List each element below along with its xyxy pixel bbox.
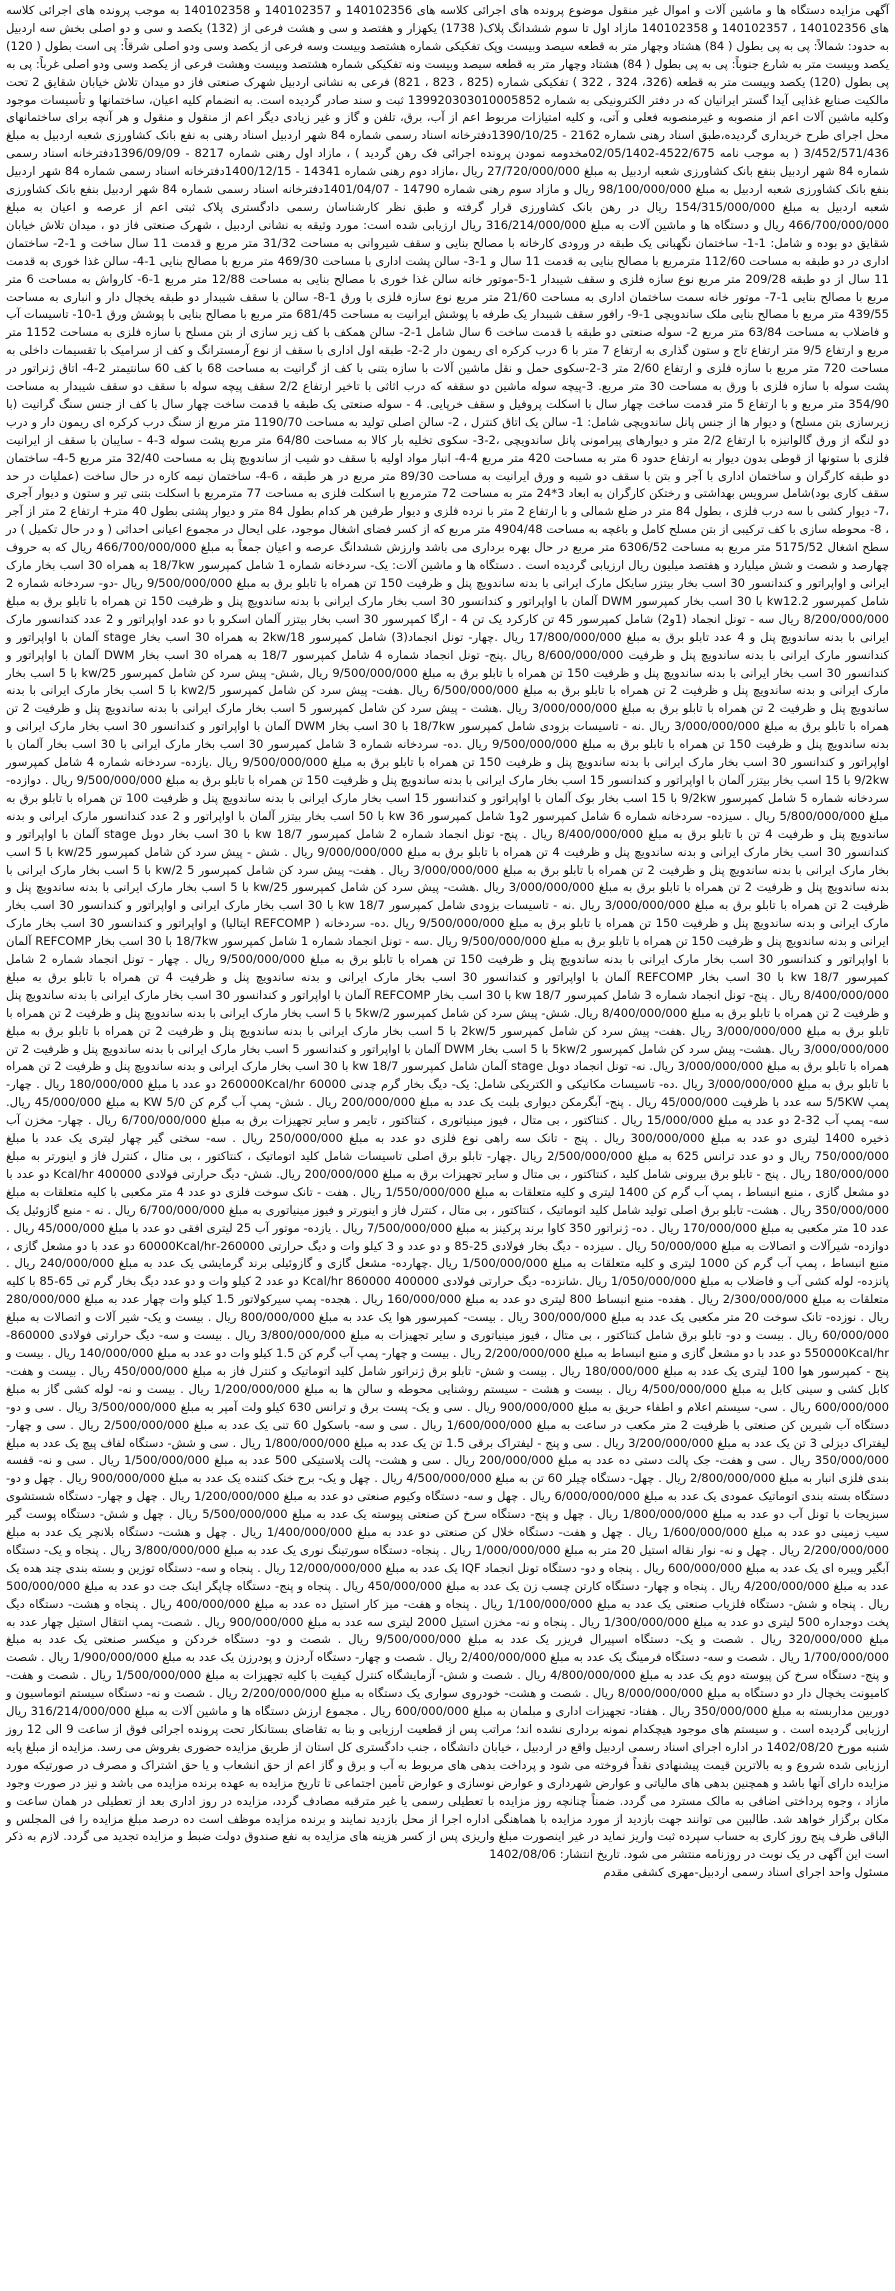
auction-notice-text: آگهی مزایده دستگاه ها و ماشین آلات و اموال غیر منقول موضوع پرونده های اجرائی کلاسه های 140102356 و 140102357 و 140102358 به موجب پرونده های اجرائی کلاسه های 140102356 ، 140102357 و 140102358 مازاد اول تا سوم ششدانگ پلاک( 1738) یکهزار و هفتصد و سی و هشت فرعی از (132) یکصد و سی و دو اصلی بخش سه اردبیل به حدود: شمالاً: پی به پی بطول ( 84) هشتاد وچهار متر به قطعه سیصد وبیست وپک تفکیکی شماره هشتصد وبیست وسه فرعی از یکصد وسی ودو اصلی شرقاً: پی است بطول ( 120) یکصد وبیست متر به شارع جنوباً: پی به پی بطول ( 84) هشتاد وچهار متر به قطعه سیصد وبیست ونه تفکیکی شماره هشتصد وبیست وهشت فرعی از یکصد وسی ودو اصلی غرباً: پی به پی بطول (120) یکصد وبیست متر به قطعه (326، 324 ، 322 ) تفکیکی شماره (825 ، 823 ، 821) فرعی به نشانی اردبیل شهرک صنعتی فاز دو میدان تلاش خیابان شقایق 2 تحت مالکیت صنایع غذایی آیدا گستر ایرانیان که در دفتر الکترونیکی به شماره 13992030301000585​2 ثبت و سند صادر گردیده است. به انضمام کلیه اعیان، ساختمانها و تأسیسات موجود وکلیه ماشین آلات اعم از منصوبه و غیرمنصوبه فعلی و آتی، و کلیه امتیازات مربوط اعم از آب، برق، تلفن و گاز و غیر زیادی دیگر اعم از منقول و منقول و هر آنچه برای ساختمانهای محل اجرای طرح خریداری گردیده،طبق اسناد رهنی شماره 2162 - 1390/10/25دفترخانه اسناد رسمی شماره 84 شهر اردبیل اسناد رهنی به نفع بانک کشاورزی شعبه اردبیل به مبلغ 3/452/571/436 ( به موجب نامه 4522/675-02/05/1402مخدومه نمودن پرونده اجرائی فک رهن گردید ) ، مازاد اول رهنی شماره 8217 - 1396/09/09دفترخانه اسناد رسمی شماره 84 شهر اردبیل بنفع بانک کشاورزی شعبه اردبیل به مبلغ 27/720/000/000 ریال ،مازاد دوم رهنی شماره 14341 - 1400/12/15دفترخانه اسناد رسمی شماره 84 شهر اردبیل بنفع بانک کشاورزی شعبه اردبیل به مبلغ 98/100/000/000 ریال و مازاد سوم رهنی شماره 14790 - 1401/04/07دفترخانه اسناد رسمی شماره 84 شهر اردبیل بنفع بانک کشاورزی شعبه اردبیل به مبلغ 154/315/000/000 ریال در رهن بانک کشاورزی قرار گرفته و طبق نظر کارشناسان رسمی دادگستری پلاک ثبتی اعم از عرصه و اعیان به مبلغ 466/700/000/000 ریال و دستگاه ها و ماشین آلات به مبلغ 316/214/000/000 ریال ارزیابی شده است: مورد وثیقه به نشانی اردبیل ، شهرک صنعتی فاز دو ، میدان تلاش خیابان شقایق دو بوده و شامل: 1-1- ساختمان نگهبانی یک طبقه در ورودی کارخانه با مصالح بنایی و سقف شیروانی به مساحت 31/32 متر مربع و قدمت 11 سال ساخت و 1-2- ساختمان اداری در دو طبقه به مساحت 112/60 مترمربع با مصالح بنایی به قدمت 11 سال و 1-3- سالن پشت اداری با مساحت 469/30 متر مربع با مصالح بنایی 1-4- سالن غذا خوری به قدمت 11 سال از دو طبقه 209/28 متر مربع نوع سازه فلزی و سقف شیبدار 1-5-موتور خانه سالن غذا خوری با مصالح بنایی به مساحت 12/88 متر مربع 1-6- کارواش به مساحت 6 متر مربع با مصالح بنایی 1-7- موتور خانه سمت ساختمان اداری به مساحت 21/60 متر مربع نوع سازه فلزی با ورق 1-8- سالن با سقف شیبدار دو طبقه یخچال دار و انباری به مساحت 439/55 متر مربع با مصالح بنایی ملک ساندویچی 1-9- رافور سقف شیبدار یک طرفه با پوشش ایرانیت به مساحت 681/45 متر مربع با مصالح بنایی با پوشش ورق 1-10- تاسیسات آب و فاضلاب به مساحت 63/84 متر مربع 2- سوله صنعتی دو طبقه با قدمت ساخت 6 سال شامل 1-2- سالن همکف با کف زیر سازی از بتن مسلح با سازه فلزی به مساحت 1152 متر مربع و ارتفاع 9/5 متر ارتفاع تاج و ستون گذاری به ارتفاع 7 متر با 6 درب کرکره ای ریمون دار 2-2- طبقه اول اداری با سقف از نوع آرمسترانگ و کف از سرامیک با تقسیمات داخلی به مساحت 720 متر مربع با سازه فلزی و ارتفاع 2/60 متر 3-2-سکوی حمل و نقل ماشین آلات با سازه بتنی با کف از گرانیت به مساحت 68 با کف 60 سانتیمتر 2-4- اتاق ژنراتور در پشت سوله با سازه فلزی با ورق به مساحت 30 متر مربع. 3-پیچه سوله ماشین دو سقفه که درب اثاثی با تاخیر ارتفاع 2/2 سقف پیچه سوله با سقف دو سقف شیبدار به مساحت 354/90 متر مربع و با ارتفاع 5 متر قدمت ساخت چهار سال با اسکلت پروفیل و سقف خرپایی. 4 - سوله صنعتی یک طبقه با قدمت ساخت چهار سال با کف از جنس سنگ گرانیت (با زیرسازی بتن مسلح) و دیوار ها از جنس پانل ساندویچی شامل: 1- سالن یک اتاق کنترل ، 2- سالن اصلی تولید به مساحت 1190/70 متر مربع از سنگ درب کرکره ای ریمون دار و درب دو لنگه از ورق گالوانیزه با ارتفاع 2/2 متر و دیوارهای پیرامونی پانل ساندویچی ،2-3- سکوی تخلیه بار کالا به مساحت 64/80 متر مربع پشت سوله 3-4 - سایبان با سقف از ایرانیت فلزی با ستونها از قوطی بدون دیوار به ارتفاع حدود 6 متر به مساحت 420 متر مربع 4-4- انبار مواد اولیه با سقف دو شیب از ساندویچ پنل به مساحت 32/40 متر مربع 5-4- ساختمان دو طبقه کارگران و ساختمان اداری با آجر و بتن با سقف دو شیبه و ورق ایرانیت به مساحت 89/30 متر مربع در هر طبقه ، 6-4- ساختمان نیمه کاره در حال ساخت (عملیات در حد سقف کاری بود)شامل سرویس بهداشتی و رختکن کارگران به ابعاد 3*24 متر به مساحت 72 مترمربع با اسکلت فلزی به مساحت 77 مترمربع با اسکلت بتنی تیر و ستون و دیوار آجری ،7- دیوار کشی با سه درب فلزی ، بطول 84 متر در ضلع شمالی و با ارتفاع 2 متر با نرده فلزی و دیوار طرفین هر کدام بطول 84 متر و دیوار پشتی بطول 40 متر+ ارتفاع 2 متر از آجر ، 8- محوطه سازی با کف ترکیبی از بتن مسلح کامل و باغچه به مساحت 4904/48 متر مربع که از کسر فضای اشغال موجود، علی ایحال در مجموع اعیانی احداثی ( و در حال تکمیل ) در سطح اشغال 5175/52 متر مربع به مساحت 6306/52 متر مربع در حال بهره برداری می باشد وارزش ششدانگ عرصه و اعیان جمعاً به مبلغ 466/700/000/000 ریال که به حروف چهارصد و شصت و شش میلیارد و هفتصد میلیون ریال ارزیابی گردیده است . دستگاه ها و ماشین آلات: یک- سردخانه شماره 1 شامل کمپرسور 18/7kw به همراه 30 اسب بخار مارک ایرانی و اواپراتور و کندانسور 30 اسب بخار بیتزر سایکل مارک ایرانی با بدنه ساندویچ پنل و ظرفیت 150 تن همراه با تابلو برق به مبلغ 9/500/000/000 ریال -دو- سردخانه شماره 2 شامل کمپرسور kw12.2 با 30 اسب بخار کمپرسور DWM آلمان با اواپراتور و کندانسور 30 اسب بخار مارک ایرانی با بدنه ساندویچ پنل و ظرفیت 150 تن همراه با تابلو برق به مبلغ 8/200/000/000 ریال سه - تونل انجماد (1و2) شامل کمپرسور 45 تن کارکرد یک تن 4 - ارگا کمپرسور 30 اسب بخار بیتزر آلمان اسکرو با دو عدد اواپراتور و 2 عدد کندانسور مارک ایرانی با بدنه ساندویچ پنل و 4 عدد تابلو برق به مبلغ 17/800/000/000 ریال .چهار- تونل انجماد(3) شامل کمپرسور 2kw/18 به همراه 30 اسب بخار stage آلمان با اواپراتور و کندانسور مارک ایرانی با بدنه ساندویچ پنل و ظرفیت 8/600/000/000 ریال .پنج- تونل انجماد شماره 4 شامل کمپرسور 18/7 به همراه 30 اسب بخار DWM آلمان با اواپراتور و کندانسور 30 اسب بخار ایرانی با بدنه ساندویچ پنل و ظرفیت 150 تن همراه با تابلو برق به مبلغ 9/500/000/000 ریال ,شش- پیش سرد کن شامل کمپرسور kw/25 با 5 اسب بخار مارک ایرانی و بدنه ساندویچ پنل و ظرفیت 2 تن همراه با تابلو برق به مبلغ 6/500/000/000 ریال .هفت- پیش سرد کن شامل کمپرسور kw2/5 با 5 اسب بخار مارک ایرانی با بدنه ساندویچ پنل و ظرفیت 2 تن همراه با تابلو برق به مبلغ 3/000/000/000 ریال .هشت - پیش سرد کن شامل کمپرسور 5 اسب بخار مارک ایرانی با بدنه ساندویچ پنل و ظرفیت 2 تن همراه با تابلو برق به مبلغ 3/000/000/000 ریال .نه - تاسیسات بزودی شامل کمپرسور 18/7kw با 30 اسب بخار DWM آلمان با اواپراتور و کندانسور 30 اسب بخار مارک ایرانی و بدنه ساندویچ پنل و ظرفیت 150 تن همراه با تابلو برق به مبلغ 9/500/000/000 ریال .ده- سردخانه شماره 3 شامل کمپرسور 30 اسب بخار مارک ایرانی با 30 اسب بخار آلمان با اواپراتور و کندانسور 30 اسب بخار مارک ایرانی با بدنه ساندویچ پنل و ظرفیت 150 تن همراه با تابلو برق به مبلغ 9/500/000/000 ریال .یازده- سردخانه شماره 4 شامل کمپرسور 9/2kw با 15 اسب بخار بیتزر آلمان با اواپراتور و کندانسور 15 اسب بخار مارک ایرانی با بدنه ساندویچ پنل و ظرفیت 150 تن همراه با تابلو برق به مبلغ 9/500/000/000 ریال . دوازده- سردخانه شماره 5 شامل کمپرسور 9/2kw با 15 اسب بخار بوک آلمان با اواپراتور و کندانسور 15 اسب بخار مارک ایرانی با بدنه ساندویچ پنل و ظرفیت 100 تن همراه با تابلو برق به مبلغ 5/800/000/000 ریال . سیزده- سردخانه شماره 6 شامل کمپرسور 2و1 شامل کمپرسور 36 kw با 50 اسب بخار بیتزر آلمان با اواپراتور و 2 عدد کندانسور مارک ایرانی و بدنه ساندویچ پنل و ظرفیت 4 تن با تابلو برق به مبلغ 8/400/000/000 ریال . پنج- تونل انجماد شماره 2 شامل کمپرسور 18/7 kw با 30 اسب بخار دوبل stage آلمان با اواپراتور و کندانسور 30 اسب بخار مارک ایرانی و بدنه ساندویچ پنل و ظرفیت 4 تن همراه با تابلو برق به مبلغ 9/000/000/000 ریال . شش - پیش سرد کن شامل کمپرسور kw/25 با 5 اسب بخار مارک ایرانی با بدنه ساندویچ پنل و ظرفیت 2 تن همراه با تابلو برق به مبلغ 3/000/000/000 ریال . هفت- پیش سرد کن شامل کمپرسور 5 kw/2 با 5 اسب بخار مارک ایرانی با بدنه ساندویچ پنل و ظرفیت 2 تن همراه با تابلو برق به مبلغ 3/000/000/000 ریال .هشت- پیش سرد کن شامل کمپرسور kw/25 با 5 اسب بخار مارک ایرانی با بدنه ساندویچ پنل و ظرفیت 2 تن همراه با تابلو برق به مبلغ 3/000/000/000 ریال .نه - تاسیسات بزودی شامل کمپرسور 18/7 kw با 30 اسب بخار مارک ایرانی و اواپراتور و کندانسور 30 اسب بخار مارک ایرانی و بدنه ساندویچ پنل و ظرفیت 150 تن همراه با تابلو برق به مبلغ 9/500/000/000 ریال .ده- سردخانه ( REFCOMP ایتالیا) و اواپراتور و کندانسور 30 اسب بخار مارک ایرانی و بدنه ساندویچ پنل و ظرفیت 150 تن همراه با تابلو برق به مبلغ 9/500/000/000 ریال .سه - تونل انجماد شماره 1 شامل کمپرسور 18/7kw با 30 اسب بخار REFCOMP آلمان با اواپراتور و کندانسور 30 اسب بخار مارک ایرانی با بدنه ساندویچ پنل و ظرفیت 150 تن همراه با تابلو برق به مبلغ 9/500/000/000 ریال . چهار - تونل انجماد شماره 2 شامل کمپرسور 18/7 kw با 30 اسب بخار REFCOMP آلمان با اواپراتور و کندانسور 30 اسب بخار مارک ایرانی و بدنه ساندویچ پنل و ظرفیت 4 تن همراه با تابلو برق به مبلغ 8/400/000/000 ریال . پنج- تونل انجماد شماره 3 شامل کمپرسور 18/7 kw با 30 اسب بخار REFCOMP آلمان با اواپراتور و کندانسور 30 اسب بخار مارک ایرانی با بدنه ساندویچ پنل و ظرفیت 2 تن همراه با تابلو برق به مبلغ 8/400/000/000 ریال. شش- پیش سرد کن شامل کمپرسور 5kw/2 با 5 اسب بخار مارک ایرانی با بدنه ساندویچ پنل و ظرفیت 2 تن همراه با تابلو برق به مبلغ 3/000/000/000 ریال .هفت- پیش سرد کن شامل کمپرسور 2kw/5 با 5 اسب بخار مارک ایرانی با بدنه ساندویچ پنل و ظرفیت 2 تن همراه با تابلو برق به مبلغ 3/000/000/000 ریال .هشت- پیش سرد کن شامل کمپرسور 5kw/2 با 5 اسب بخار DWM آلمان با اواپراتور و کندانسور 5 اسب بخار مارک ایرانی با بدنه ساندویچ پنل و ظرفیت 2 تن همراه با تابلو برق به مبلغ 3/000/000/000 ریال. نه- تونل انجماد دوبل stage آلمان شامل کمپرسور 18/7 kw با 30 اسب بخار مارک ایرانی و بدنه ساندویچ پنل و ظرفیت 2 تن همراه با تابلو برق به مبلغ 3/000/000/000 ریال .ده- تاسیسات مکانیکی و الکتریکی شامل: یک- دیگ بخار گرم چدنی 260000Kcal/hr 60000 دو عدد با مبلغ 180/000/000 ریال . چهار- پمپ 5/5KW سه عدد با ظرفیت 45/000/000 ریال . پنج- آبگرمکن دیواری بلبت یک عدد به مبلغ 200/000/000 ریال . شش- پمپ آب گرم کن 5/0 KW به مبلغ 45/000/000 ریال. سه- پمپ آب 32-2 دو عدد به مبلغ 15/000/000 ریال . کنتاکتور ، بی متال ، فیوز مینیاتوری ، کنتاکتور ، تایمر و سایر تجهیزات برق به مبلغ 6/700/000/000 ریال . چهار- مخزن آب ذخیره 1400 لیتری دو عدد به مبلغ 300/000/000 ریال . پنج - تانک سه راهی نوع فلزی دو عدد به مبلغ 250/000/000 ریال . سه- سختی گیر چهار لیتری یک عدد با مبلغ 750/000/000 ریال و دو عدد ترانس 625 به مبلغ 2/500/000/000 ریال .چهار- تابلو برق اصلی تاسیسات شامل کلید اتوماتیک ، کنتاکتور ، بی متال ، کنترل فاز و اینورتر به مبلغ 180/000/000 ریال . پنج - تابلو برق بیرونی شامل کلید ، کنتاکتور ، بی متال و سایر تجهیزات برق به مبلغ 200/000/000 ریال. شش- دیگ حرارتی فولادی Kcal/hr 400000 دو عدد با دو مشعل گازی ، منبع انبساط ، پمپ آب گرم کن 1400 لیتری و کلیه متعلقات به مبلغ 1/550/000/000 ریال . هفت - تانک سوخت فلزی دو عدد 4 متر مکعبی با کلیه متعلقات به مبلغ 350/000/000 ریال . هشت- تابلو برق اصلی تولید شامل کلید اتوماتیک ، کنتاکتور ، بی متال ، کنترل فاز و اینورتر و فیوز مینیاتوری به مبلغ 6/700/000/000 ریال . نه - منبع گازوئیل یک عدد 10 متر مکعبی به مبلغ 170/000/000 ریال . ده- ژنراتور 350 کاوا برند پرکینز به مبلغ 7/500/000/000 ریال . یازده- موتور آب 25 لیتری افقی دو عدد با مبلغ 45/000/000 ریال . دوازده- شیرآلات و اتصالات به مبلغ 50/000/000 ریال . سیزده - دیگ بخار فولادی 25-85 و دو عدد و 3 کیلو وات و دیگ حرارتی 260000-60000Kcal/hr دو عدد با دو مشعل گازی ، منبع انبساط ، پمپ آب گرم کن 1000 لیتری و کلیه متعلقات به مبلغ 1/500/000/000 ریال .چهارده- مشعل گازی و گازوئیلی برند گرمایشی یک عدد به مبلغ 240/000/000 ریال . پانزده- لوله کشی آب و فاضلاب به مبلغ 1/050/000/000 ریال .شانزده- دیگ حرارتی فولادی 400000 Kcal/hr 860000 دو عدد 2 کیلو وات و دو عدد دیگ بخار گرم تی 65-85 با کلیه متعلقات به مبلغ 2/300/000/000 ریال . هفده- منبع انبساط 800 لیتری دو عدد به مبلغ 160/000/000 ریال . هجده- پمپ سیرکولاتور 1.5 کیلو وات چهار عدد به مبلغ 280/000/000 ریال . نوزده- تانک سوخت 20 متر مکعبی یک عدد به مبلغ 300/000/000 ریال . بیست- کمپرسور هوا یک عدد به مبلغ 800/000/000 ریال . بیست و یک- شیر آلات و اتصالات به مبلغ 60/000/000 ریال . بیست و دو- تابلو برق شامل کنتاکتور ، بی متال ، فیوز مینیاتوری و سایر تجهیزات به مبلغ 3/800/000/000 ریال . بیست و سه- دیگ حرارتی فولادی 860000-550000Kcal/hr دو عدد با دو مشعل گازی و منبع انبساط به مبلغ 2/200/000/000 ریال . بیست و چهار- پمپ آب گرم کن 1.5 کیلو وات دو عدد به مبلغ 140/000/000 ریال . بیست و پنج - کمپرسور هوا 100 لیتری یک عدد به مبلغ 180/000/000 ریال . بیست و شش- تابلو برق ژنراتور شامل کلید اتوماتیک و کنترل فاز به مبلغ 450/000/000 ریال . بیست و هفت- کابل کشی و سینی کابل به مبلغ 4/500/000/000 ریال . بیست و هشت - سیستم روشنایی محوطه و سالن ها به مبلغ 1/200/000/000 ریال . بیست و نه- لوله کشی گاز به مبلغ 600/000/000 ریال . سی- سیستم اعلام و اطفاء حریق به مبلغ 900/000/000 ریال . سی و یک- پست برق و ترانس 630 کیلو ولت آمپر به مبلغ 3/500/000/000 ریال . سی و دو- دستگاه آب شیرین کن صنعتی با ظرفیت 2 متر مکعب در ساعت به مبلغ 1/600/000/000 ریال . سی و سه- باسکول 60 تنی یک عدد به مبلغ 2/500/000/000 ریال . سی و چهار- لیفتراک دیزلی 3 تن یک عدد به مبلغ 3/200/000/000 ریال . سی و پنج - لیفتراک برقی 1.5 تن یک عدد به مبلغ 1/800/000/000 ریال . سی و شش- دستگاه لفاف پیچ یک عدد به مبلغ 350/000/000 ریال . سی و هفت- جک پالت دستی ده عدد به مبلغ 200/000/000 ریال . سی و هشت- پالت پلاستیکی 500 عدد به مبلغ 1/500/000/000 ریال . سی و نه- قفسه بندی فلزی انبار به مبلغ 2/800/000/000 ریال . چهل- دستگاه چیلر 60 تن به مبلغ 4/500/000/000 ریال . چهل و یک- برج خنک کننده یک عدد به مبلغ 900/000/000 ریال . چهل و دو- دستگاه بسته بندی اتوماتیک عمودی یک عدد به مبلغ 6/000/000/000 ریال . چهل و سه- دستگاه وکیوم صنعتی دو عدد به مبلغ 1/200/000/000 ریال . چهل و چهار- دستگاه شستشوی سبزیجات با تونل آب دو عدد به مبلغ 1/800/000/000 ریال . چهل و پنج- دستگاه سرخ کن صنعتی پیوسته یک عدد به مبلغ 5/500/000/000 ریال . چهل و شش- دستگاه پوست گیر سیب زمینی دو عدد به مبلغ 1/600/000/000 ریال . چهل و هفت- دستگاه خلال کن صنعتی دو عدد به مبلغ 1/400/000/000 ریال . چهل و هشت- دستگاه بلانچر یک عدد به مبلغ 2/200/000/000 ریال . چهل و نه- نوار نقاله استیل 20 متر به مبلغ 1/000/000/000 ریال . پنجاه- دستگاه سورتینگ نوری یک عدد به مبلغ 3/800/000/000 ریال . پنجاه و یک- دستگاه آبگیر ویبره ای یک عدد به مبلغ 600/000/000 ریال . پنجاه و دو- دستگاه تونل انجماد IQF یک عدد به مبلغ 12/000/000/000 ریال . پنجاه و سه- دستگاه توزین و بسته بندی چند هده یک عدد به مبلغ 4/200/000/000 ریال . پنجاه و چهار- دستگاه کارتن چسب زن یک عدد به مبلغ 450/000/000 ریال . پنجاه و پنج- دستگاه چاپگر اینک جت دو عدد به مبلغ 500/000/000 ریال . پنجاه و شش- دستگاه فلزیاب صنعتی یک عدد به مبلغ 1/100/000/000 ریال . پنجاه و هفت- میز کار استیل ده عدد به مبلغ 400/000/000 ریال . پنجاه و هشت- دستگاه دیگ پخت دوجداره 500 لیتری دو عدد به مبلغ 1/300/000/000 ریال . پنجاه و نه- مخزن استیل 2000 لیتری سه عدد به مبلغ 900/000/000 ریال . شصت- پمپ انتقال استیل چهار عدد به مبلغ 320/000/000 ریال . شصت و یک- دستگاه اسپیرال فریزر یک عدد به مبلغ 9/500/000/000 ریال . شصت و دو- دستگاه خردکن و میکسر صنعتی یک عدد به مبلغ 1/700/000/000 ریال . شصت و سه- دستگاه فرمینگ یک عدد به مبلغ 2/400/000/000 ریال . شصت و چهار- دستگاه آردزن و پودرزن یک عدد به مبلغ 1/900/000/000 ریال . شصت و پنج- دستگاه سرخ کن پیوسته دوم یک عدد به مبلغ 4/800/000/000 ریال . شصت و شش- آزمایشگاه کنترل کیفیت با کلیه تجهیزات به مبلغ 1/500/000/000 ریال . شصت و هفت- کامیونت یخچال دار دو دستگاه به مبلغ 8/000/000/000 ریال . شصت و هشت- خودروی سواری یک دستگاه به مبلغ 2/200/000/000 ریال . شصت و نه- دستگاه سیستم اتوماسیون و دوربین مداربسته به مبلغ 350/000/000 ریال . هفتاد- تجهیزات اداری و مبلمان به مبلغ 600/000/000 ریال . مجموع ارزش دستگاه ها و ماشین آلات به مبلغ 316/214/000/000 ریال ارزیابی گردیده است . و سیستم های موجود هیچکدام نمونه برداری نشده اند؛ مراتب پس از قطعیت ارزیابی و بنا به تقاضای بستانکار تحت پرونده اجرائی فوق از ساعت 9 الی 12 روز شنبه مورخ ‎1402/08/20‏ در اداره اجرای اسناد رسمی اردبیل واقع در اردبیل ، خیابان دانشگاه ، جنب دادگستری کل استان از طریق مزایده حضوری بفروش می رسد. مزایده از مبلغ پایه ارزیابی شده شروع و به بالاترین قیمت پیشنهادی نقداً فروخته می شود و پرداخت بدهی های مربوط به آب و برق و گاز اعم از حق انشعاب و یا حق اشتراک و مصرف در صورتیکه مورد مزایده دارای آنها باشد و همچنین بدهی های مالیاتی و عوارض شهرداری و عوارض نوسازی و عوارض تأمین اجتماعی تا تاریخ مزایده به عهده برنده مزایده می باشد و نیز در صورت وجود مازاد ، وجوه پرداختی اضافی به مالک مسترد می گردد. ضمناً چنانچه روز مزایده با تعطیلی رسمی یا غیر مترقبه مصادف گردد، مزایده در روز اداری بعد از تعطیلی در همان ساعت و مکان برگزار خواهد شد. طالبین می توانند جهت بازدید از مورد مزایده با هماهنگی اداره اجرا از محل بازدید نمایند و برنده مزایده موظف است ده درصد مبلغ مزایده را فی المجلس و الباقی ظرف پنج روز کاری به حساب سپرده ثبت واریز نماید در غیر اینصورت مبلغ واریزی پس از کسر هزینه های مزایده به نفع صندوق دولت ضبط و مزایده تجدید می گردد. لازم به ذکر است این آگهی در یک نوبت در روزنامه منتشر می شود. تاریخ انتشار: ‎1402/08/06‏ مسئول واحد اجرای اسناد رسمی اردبیل-مهری کشفی مقدم (6, 3, 890, 1880)
